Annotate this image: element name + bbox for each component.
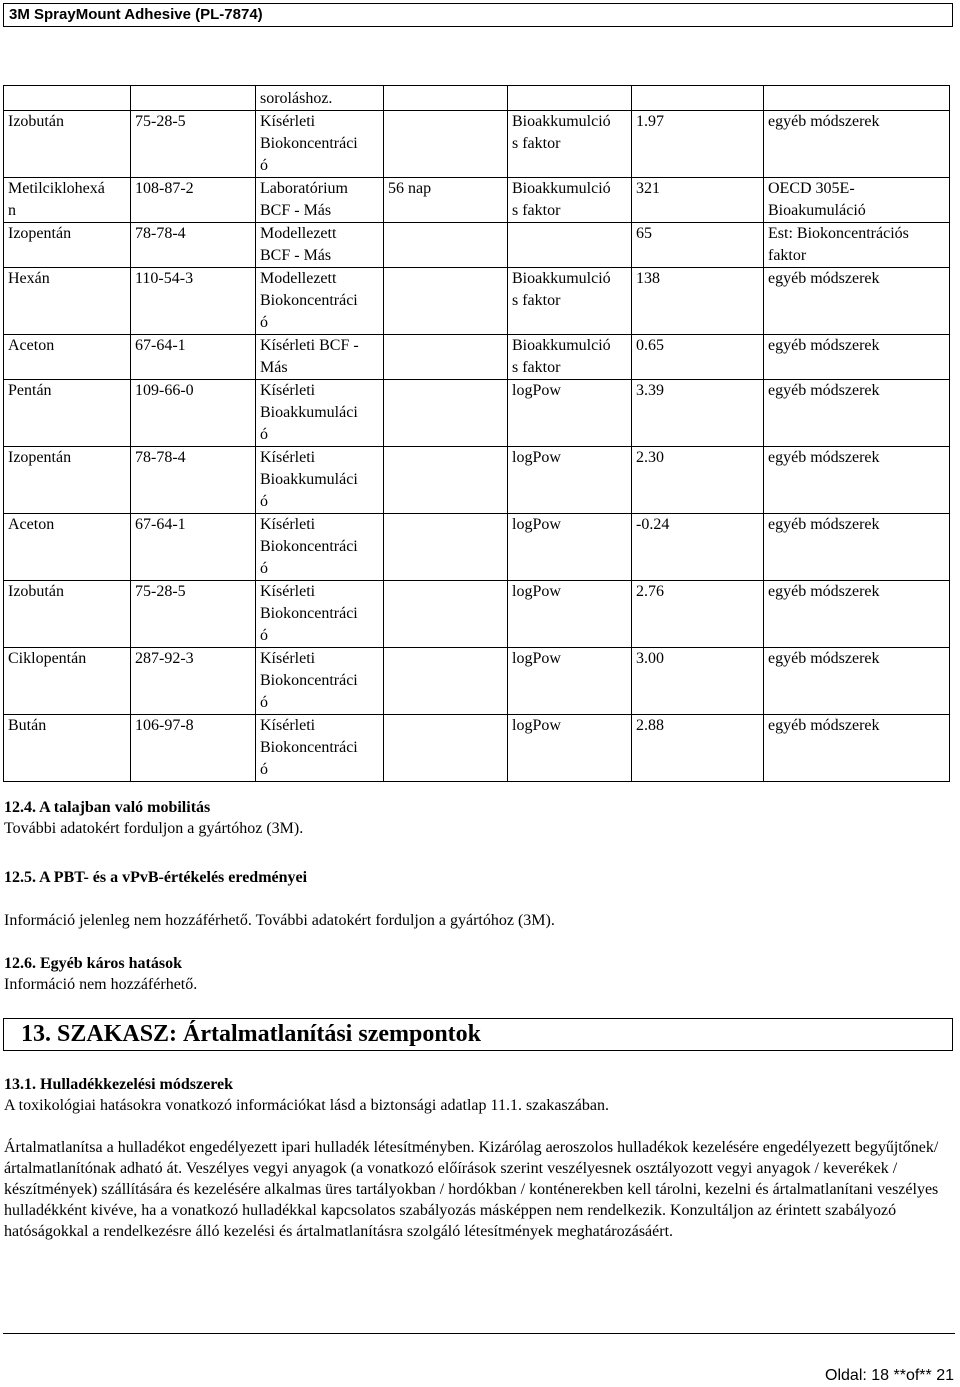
cell-method: Kísérleti BCF - Más: [256, 335, 384, 380]
cell-value: 65: [632, 223, 764, 268]
cell-test-method: Est: Biokoncentrációs faktor: [764, 223, 950, 268]
cell-value: 2.88: [632, 715, 764, 782]
cell-value: 3.00: [632, 648, 764, 715]
cell-cas: 75-28-5: [131, 581, 256, 648]
table-row: [4, 447, 950, 514]
cell-substance: Izobután: [4, 581, 131, 648]
section-13-1-heading: 13.1. Hulladékkezelési módszerek: [4, 1076, 234, 1093]
cell-duration: [384, 223, 508, 268]
cell-cas: 78-78-4: [131, 447, 256, 514]
cell-endpoint: logPow: [508, 648, 632, 715]
cell-value: 138: [632, 268, 764, 335]
cell-substance: [4, 86, 131, 111]
cell-test-method: egyéb módszerek: [764, 447, 950, 514]
cell-test-method: [764, 86, 950, 111]
section-12-4-text: További adatokért forduljon a gyártóhoz (3M).: [4, 820, 304, 837]
table-row: [4, 514, 950, 581]
cell-value: [632, 86, 764, 111]
cell-method: Modellezett BCF - Más: [256, 223, 384, 268]
cell-duration: [384, 715, 508, 782]
section-13-1-text: A toxikológiai hatásokra vonatkozó információkat lásd a biztonsági adatlap 11.1. szakaszában.: [4, 1097, 609, 1114]
cell-cas: 108-87-2: [131, 178, 256, 223]
cell-method: Kísérleti Bioakkumuláci ó: [256, 447, 384, 514]
cell-test-method: egyéb módszerek: [764, 514, 950, 581]
cell-duration: [384, 111, 508, 178]
table-row: [4, 178, 950, 223]
cell-value: 0.65: [632, 335, 764, 380]
cell-cas: 287-92-3: [131, 648, 256, 715]
cell-substance: Hexán: [4, 268, 131, 335]
cell-method: Laboratórium BCF - Más: [256, 178, 384, 223]
cell-substance: Metilciklohexá n: [4, 178, 131, 223]
cell-method: Modellezett Biokoncentráci ó: [256, 268, 384, 335]
cell-substance: Bután: [4, 715, 131, 782]
cell-substance: Aceton: [4, 335, 131, 380]
cell-duration: [384, 380, 508, 447]
cell-duration: [384, 335, 508, 380]
cell-value: 2.30: [632, 447, 764, 514]
cell-value: 3.39: [632, 380, 764, 447]
cell-endpoint: [508, 86, 632, 111]
table-row: [4, 648, 950, 715]
cell-endpoint: Bioakkumulció s faktor: [508, 178, 632, 223]
cell-endpoint: logPow: [508, 514, 632, 581]
cell-cas: 110-54-3: [131, 268, 256, 335]
cell-value: -0.24: [632, 514, 764, 581]
section-12-4-heading: 12.4. A talajban való mobilitás: [4, 799, 211, 816]
cell-duration: [384, 648, 508, 715]
cell-duration: 56 nap: [384, 178, 508, 223]
cell-value: 2.76: [632, 581, 764, 648]
document-header: 3M SprayMount Adhesive (PL-7874): [3, 3, 953, 27]
cell-test-method: egyéb módszerek: [764, 111, 950, 178]
page-number: Oldal: 18 **of** 21: [825, 1367, 954, 1384]
section-13-title: 13. SZAKASZ: Ártalmatlanítási szempontok: [3, 1018, 953, 1051]
cell-endpoint: logPow: [508, 715, 632, 782]
ecotox-table: [3, 85, 950, 782]
table-row: [4, 380, 950, 447]
cell-substance: Aceton: [4, 514, 131, 581]
cell-endpoint: logPow: [508, 447, 632, 514]
cell-duration: [384, 447, 508, 514]
cell-cas: 78-78-4: [131, 223, 256, 268]
cell-method: Kísérleti Bioakkumuláci ó: [256, 380, 384, 447]
section-12-5-heading: 12.5. A PBT- és a vPvB-értékelés eredményei: [4, 869, 308, 886]
cell-endpoint: [508, 223, 632, 268]
cell-test-method: egyéb módszerek: [764, 268, 950, 335]
cell-test-method: egyéb módszerek: [764, 335, 950, 380]
cell-duration: [384, 268, 508, 335]
cell-test-method: egyéb módszerek: [764, 648, 950, 715]
cell-method: Kísérleti Biokoncentráci ó: [256, 648, 384, 715]
table-row: [4, 86, 950, 111]
cell-substance: Izobután: [4, 111, 131, 178]
cell-endpoint: Bioakkumulció s faktor: [508, 335, 632, 380]
cell-substance: Pentán: [4, 380, 131, 447]
cell-cas: 75-28-5: [131, 111, 256, 178]
cell-test-method: OECD 305E- Bioakumuláció: [764, 178, 950, 223]
cell-substance: Izopentán: [4, 447, 131, 514]
cell-test-method: egyéb módszerek: [764, 581, 950, 648]
cell-method: soroláshoz.: [256, 86, 384, 111]
cell-cas: [131, 86, 256, 111]
table-row: [4, 581, 950, 648]
cell-method: Kísérleti Biokoncentráci ó: [256, 111, 384, 178]
section-12-6-text: Információ nem hozzáférhető.: [4, 976, 198, 993]
table-row: [4, 111, 950, 178]
cell-duration: [384, 86, 508, 111]
table-row: [4, 268, 950, 335]
cell-duration: [384, 514, 508, 581]
cell-method: Kísérleti Biokoncentráci ó: [256, 715, 384, 782]
cell-method: Kísérleti Biokoncentráci ó: [256, 581, 384, 648]
section-12-6-heading: 12.6. Egyéb káros hatások: [4, 955, 182, 972]
cell-test-method: egyéb módszerek: [764, 715, 950, 782]
table-row: [4, 715, 950, 782]
cell-endpoint: logPow: [508, 581, 632, 648]
cell-cas: 67-64-1: [131, 335, 256, 380]
cell-cas: 67-64-1: [131, 514, 256, 581]
cell-value: 1.97: [632, 111, 764, 178]
cell-endpoint: Bioakkumulció s faktor: [508, 268, 632, 335]
cell-test-method: egyéb módszerek: [764, 380, 950, 447]
cell-cas: 106-97-8: [131, 715, 256, 782]
cell-cas: 109-66-0: [131, 380, 256, 447]
disposal-paragraph: Ártalmatlanítsa a hulladékot engedélyezett ipari hulladék létesítményben. Kizárólag aeroszolos hulladékok kezelésére engedélyezett begyűjtőnek/ártalmatlanítónak adható át. Veszélyes vegyi anyagok (a vonatkozó előírások szerint veszélyesnek osztályozott vegyi anyagok / keverékek / készítmények) szállítására és kezelésére alkalmas üres tartályokban / hordókban / konténerekben kell tárolni, kezelni és ártalmatlanítani veszélyes hulladékként kivéve, ha a vonatkozó hulladékkal kapcsolatos szabályozás másképpen nem rendelkezik. Konzultáljon az érintett szabályozó hatóságokkal a rendelkezésre álló kezelési és ártalmatlanításra szolgáló létesítmények meghatározásáért.: [4, 1139, 939, 1240]
cell-endpoint: Bioakkumulció s faktor: [508, 111, 632, 178]
table-row: [4, 335, 950, 380]
cell-substance: Ciklopentán: [4, 648, 131, 715]
cell-value: 321: [632, 178, 764, 223]
cell-duration: [384, 581, 508, 648]
table-row: [4, 223, 950, 268]
cell-method: Kísérleti Biokoncentráci ó: [256, 514, 384, 581]
cell-substance: Izopentán: [4, 223, 131, 268]
section-12-5-text: Információ jelenleg nem hozzáférhető. További adatokért forduljon a gyártóhoz (3M).: [4, 912, 555, 929]
cell-endpoint: logPow: [508, 380, 632, 447]
footer-rule: [3, 1333, 955, 1334]
